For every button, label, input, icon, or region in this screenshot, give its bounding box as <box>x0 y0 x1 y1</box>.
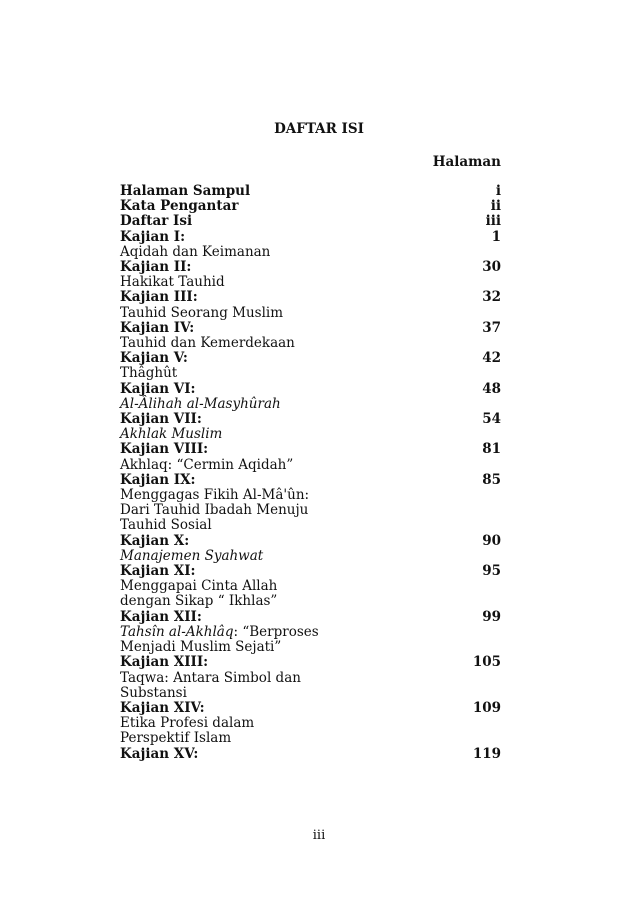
toc-entry-description-italic: Tahsîn al-Akhlâq <box>120 623 234 640</box>
toc-entry-label: Halaman Sampul <box>120 183 251 199</box>
toc-entry-description: Aqidah dan Keimanan <box>120 243 271 260</box>
toc-entry-description: Tauhid dan Kemerdekaan <box>120 335 295 352</box>
toc-entry-description: Akhlaq: “Cermin Aqidah” <box>120 456 294 473</box>
toc-entry-kajian-9[interactable] <box>120 473 501 534</box>
page-title: DAFTAR ISI <box>274 121 364 137</box>
toc-entry-page: ii <box>490 198 501 215</box>
toc-entry-description: Tauhid Seorang Muslim <box>120 304 284 321</box>
toc-entry-description: Etika Profesi dalam Perspektif Islam <box>120 715 255 747</box>
toc-entry-description: Menggagas Fikih Al-Mâ'ûn: Dari Tauhid Ibadah Menuju Tauhid Sosial <box>120 487 310 534</box>
toc-entry-label: Kajian XIV: <box>120 699 205 716</box>
toc-entry-description: Menggapai Cinta Allah dengan Sikap “ Ikhlas” <box>120 578 278 610</box>
toc-entry-label: Kajian I: <box>120 228 186 245</box>
toc-entry-label: Kajian IV: <box>120 319 195 336</box>
toc-entry-label: Kajian VI: <box>120 380 196 397</box>
toc-entry-page: 42 <box>482 350 501 367</box>
toc-entry-label: Daftar Isi <box>120 213 193 230</box>
table-of-contents <box>120 184 501 762</box>
toc-entry-kajian-8[interactable] <box>120 442 501 472</box>
toc-entry-label: Kajian VII: <box>120 411 202 428</box>
toc-entry-kajian-13[interactable] <box>120 655 501 701</box>
toc-entry-kajian-12[interactable] <box>120 610 501 656</box>
toc-entry-label: Kajian V: <box>120 350 188 367</box>
toc-entry-page: i <box>495 183 501 199</box>
toc-entry-label: Kajian XII: <box>120 608 202 625</box>
toc-entry-page: 99 <box>482 608 501 625</box>
footer-page-number: iii <box>312 828 326 843</box>
toc-entry-label: Kajian VIII: <box>120 441 209 458</box>
toc-entry-description: Taqwa: Antara Simbol dan Substansi <box>120 669 301 701</box>
toc-entry-page: 32 <box>482 289 501 306</box>
toc-entry-page: 109 <box>472 699 501 716</box>
toc-entry-kajian-14[interactable] <box>120 701 501 747</box>
toc-entry-page: 105 <box>472 654 501 671</box>
toc-entry-label: Kajian II: <box>120 259 192 276</box>
toc-entry-page: 85 <box>482 471 501 488</box>
toc-entry-page: 81 <box>482 441 501 458</box>
toc-entry-kajian-5[interactable] <box>120 351 501 381</box>
toc-entry-label: Kajian XIII: <box>120 654 209 671</box>
page-column-header: Halaman <box>432 154 501 170</box>
toc-entry-halaman-sampul[interactable] <box>120 184 501 199</box>
toc-entry-label: Kajian X: <box>120 532 190 549</box>
toc-entry-page: 1 <box>491 228 501 245</box>
toc-entry-label: Kata Pengantar <box>120 198 239 215</box>
toc-entry-description-rest: : “Berproses Menjadi Muslim Sejati” <box>120 623 319 656</box>
toc-entry-page: 48 <box>482 380 501 397</box>
toc-entry-page: 54 <box>482 411 501 428</box>
toc-entry-kajian-4[interactable] <box>120 321 501 351</box>
toc-entry-description: Al-Âlihah al-Masyhûrah <box>120 395 281 412</box>
toc-entry-page: 37 <box>482 319 501 336</box>
toc-entry-kajian-15[interactable] <box>120 747 501 762</box>
toc-entry-description: Thâghût <box>120 365 178 382</box>
toc-entry-label: Kajian XI: <box>120 563 196 580</box>
toc-entry-kajian-10[interactable] <box>120 534 501 564</box>
toc-entry-page: 119 <box>472 745 501 762</box>
toc-entry-label: Kajian III: <box>120 289 198 306</box>
toc-entry-description: Akhlak Muslim <box>120 426 223 443</box>
toc-entry-page: 30 <box>482 259 501 276</box>
toc-entry-label: Kajian XV: <box>120 745 199 762</box>
toc-entry-page: 90 <box>482 532 501 549</box>
toc-entry-page: 95 <box>482 563 501 580</box>
toc-entry-kajian-1[interactable] <box>120 230 501 260</box>
toc-entry-description: Manajemen Syahwat <box>120 547 264 564</box>
toc-entry-kajian-11[interactable] <box>120 564 501 610</box>
toc-entry-description: Hakikat Tauhid <box>120 274 225 291</box>
toc-entry-page: iii <box>485 213 501 230</box>
toc-entry-kajian-3[interactable] <box>120 290 501 320</box>
toc-entry-daftar-isi[interactable] <box>120 214 501 229</box>
toc-entry-kata-pengantar[interactable] <box>120 199 501 214</box>
toc-entry-description <box>120 625 320 655</box>
toc-entry-kajian-2[interactable] <box>120 260 501 290</box>
toc-entry-kajian-6[interactable] <box>120 382 501 412</box>
toc-entry-kajian-7[interactable] <box>120 412 501 442</box>
toc-entry-label: Kajian IX: <box>120 471 196 488</box>
